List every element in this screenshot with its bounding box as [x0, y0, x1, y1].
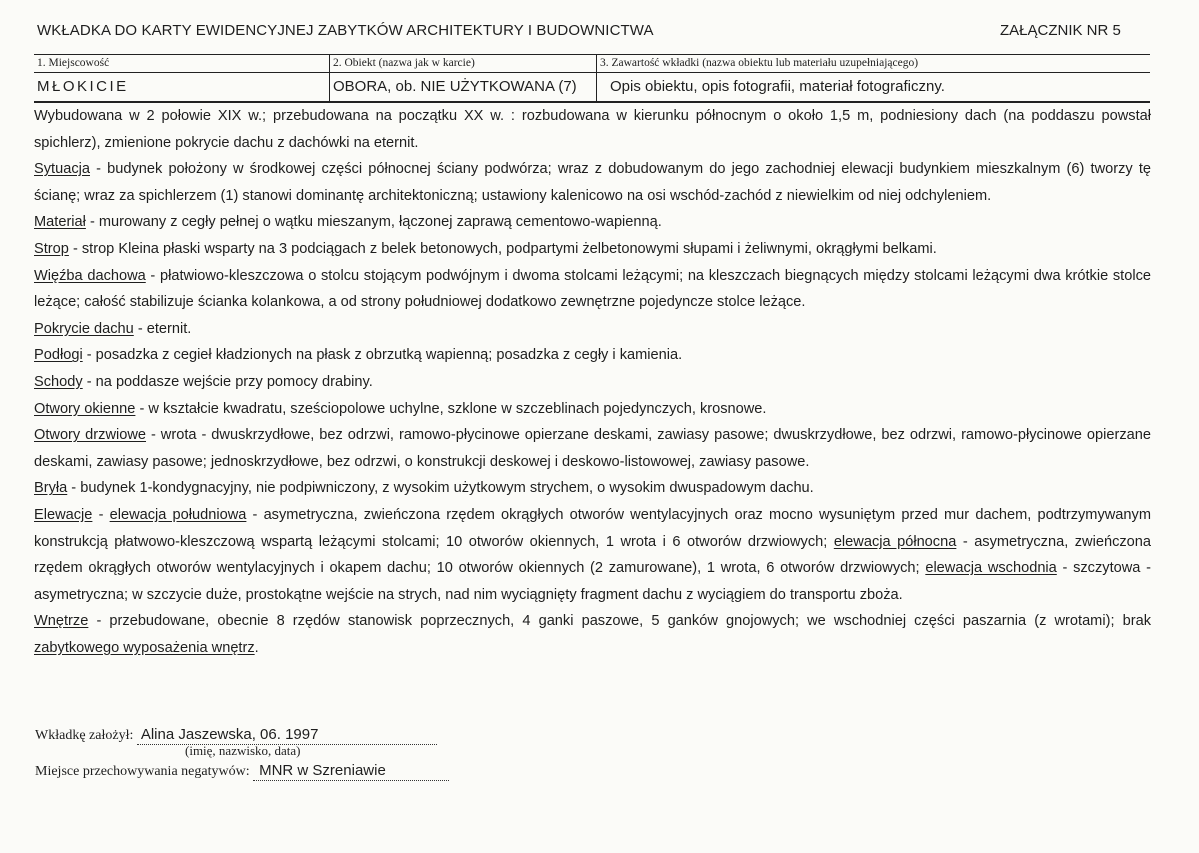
roof-truss-heading: Więźba dachowa: [34, 267, 146, 284]
floors-text: - posadzka z cegieł kładzionych na płask z obrzutką wapienną; posadzka z cegły i kamienia.: [82, 347, 683, 364]
ceiling-paragraph: [34, 236, 1151, 263]
intro-paragraph: Wybudowana w 2 połowie XIX w.; przebudowana na początku XX w. : rozbudowana w kierunku północnym o około 1,5 m, podniesiony dach (na poddaszu powstał spichlerz), zmienione pokrycie dachu z dachówki na eternit.: [34, 108, 1151, 151]
material-paragraph: [34, 209, 1151, 236]
situation-heading: Sytuacja: [34, 161, 90, 178]
massing-heading: Bryła: [34, 480, 68, 497]
object-description: [34, 103, 1151, 661]
founder-hint: (imię, nazwisko, data): [185, 743, 301, 758]
document-title: WKŁADKA DO KARTY EWIDENCYJNEJ ZABYTKÓW ARCHITEKTURY I BUDOWNICTWA: [37, 22, 654, 39]
doors-paragraph: [34, 422, 1151, 475]
interior-text: - przebudowane, obecnie 8 rzędów stanowisk poprzecznych, 4 ganki paszowe, 5 ganków gnojowych; we wschodniej części paszarnia (z wrotami); brak: [88, 613, 1151, 630]
massing-text: - budynek 1-kondygnacyjny, nie podpiwniczony, z wysokim użytkowym strychem, o wysokim dwuspadowym dachu.: [67, 480, 814, 497]
content-label: 3. Zawartość wkładki (nazwa obiektu lub materiału uzupełniającego): [600, 57, 919, 69]
founder-value: Alina Jaszewska, 06. 1997: [140, 726, 319, 743]
roofing-paragraph: [34, 316, 1151, 343]
storage-row: [35, 762, 449, 781]
column-divider-1: [329, 54, 330, 101]
material-heading: Materiał: [34, 214, 86, 231]
object-value: OBORA, ob. NIE UŻYTKOWANA (7): [333, 78, 577, 95]
north-elevation-heading: elewacja północna: [833, 533, 957, 550]
elevations-heading: Elewacje: [34, 506, 93, 523]
situation-paragraph: [34, 156, 1151, 209]
locality-label: 1. Miejscowość: [37, 57, 110, 69]
roof-truss-text: - płatwiowo-kleszczowa o stolcu stojącym podwójnym i dwoma stolcami leżącymi; na kleszczach biegnących między stolcami leżącymi dwa krótkie stolce leżące; całość stabilizuje ścianka kolankowa, a od strony południowej dodatkowo zewnętrzne pojedyncze stolce leżące.: [34, 267, 1152, 311]
stairs-text: - na poddasze wejście przy pomocy drabiny.: [82, 373, 373, 390]
situation-text: - budynek położony w środkowej części północnej ściany podwórza; wraz z dobudowanym do jego zachodniej elewacji budynkiem mieszkalnym (6) tworzy tę ścianę; wraz za spichlerzem (1) stanowi dominantę architektoniczną; ustawiony kalenicowo na osi wschód-zachód z niewielkim od niej odchyleniem.: [34, 161, 1151, 204]
locality-value: MŁOKICIE: [37, 78, 129, 95]
massing-paragraph: [34, 475, 1151, 502]
object-label: 2. Obiekt (nazwa jak w karcie): [333, 57, 475, 69]
roofing-heading: Pokrycie dachu: [34, 320, 134, 337]
storage-dotted-line: [253, 762, 449, 781]
roof-truss-paragraph: [34, 263, 1151, 316]
interior-paragraph: [34, 608, 1151, 661]
south-elevation-text: - asymetryczna, zwieńczona rzędem okrągłych otworów wentylacyjnych oraz mocno wysuniętym przed mur dachem, podtrzymywanym konstrukcją płatwowo-kleszczową wspartą leżącymi stolcami; 10 otworów okiennych, 1 wrota i 6 otworów drzwiowych;: [34, 506, 1151, 550]
storage-label: Miejsce przechowywania negatywów:: [35, 764, 250, 779]
table-top-rule: [34, 54, 1150, 55]
east-elevation-heading: elewacja wschodnia: [925, 560, 1057, 577]
roofing-text: - eternit.: [133, 320, 192, 337]
floors-heading: Podłogi: [34, 347, 83, 364]
windows-text: - w kształcie kwadratu, sześciopolowe uchylne, szklone w szczeblinach pojedynczych, krosnowe.: [135, 400, 767, 417]
floors-paragraph: [34, 342, 1151, 369]
founder-label: Wkładkę założył:: [35, 728, 134, 743]
elevations-paragraph: [34, 502, 1151, 608]
stairs-paragraph: [34, 369, 1151, 396]
interior-heading: Wnętrze: [34, 613, 89, 630]
stairs-heading: Schody: [34, 373, 83, 390]
interior-furnishing: zabytkowego wyposażenia wnętrz: [34, 639, 255, 656]
doors-text: - wrota - dwuskrzydłowe, bez odrzwi, ramowo-płycinowe opierzane deskami, zawiasy pasowe; dwuskrzydłowe, bez odrzwi, ramowo-płycinowe opierzane deskami, zawiasy pasowe; jednoskrzydłowe, bez odrzwi, o konstrukcji deskowej i deskowo-listowowej, zawiasy pasowe.: [34, 427, 1151, 470]
material-text: - murowany z cegły pełnej o wątku mieszanym, łączonej zaprawą cementowo-wapienną.: [85, 214, 662, 231]
ceiling-heading: Strop: [34, 240, 69, 257]
elevations-separator: -: [92, 506, 110, 523]
windows-heading: Otwory okienne: [34, 400, 136, 417]
doors-heading: Otwory drzwiowe: [34, 427, 147, 444]
ceiling-text: - strop Kleina płaski wsparty na 3 podciągach z belek betonowych, podpartymi żelbetonowymi słupami i żeliwnymi, okrągłymi belkami.: [68, 240, 937, 257]
column-divider-2: [596, 54, 597, 101]
interior-end: .: [254, 639, 259, 656]
storage-value: MNR w Szreniawie: [259, 762, 386, 779]
south-elevation-heading: elewacja południowa: [109, 506, 247, 523]
windows-paragraph: [34, 396, 1151, 423]
annex-number: ZAŁĄCZNIK NR 5: [1000, 22, 1121, 39]
table-mid-rule: [34, 72, 1150, 73]
content-value: Opis obiektu, opis fotografii, materiał fotograficzny.: [610, 78, 945, 95]
north-elevation-text: - asymetryczna, zwieńczona rzędem okrągłych otworów wentylacyjnych i okapem dachu; 10 otworów okiennych (2 zamurowane), 1 wrota, 6 otworów drzwiowych;: [34, 533, 1152, 577]
east-elevation-text: - szczytowa - asymetryczna; w szczycie duże, prostokątne wejście na strych, nad nim wyciągnięty fragment dachu z wyciągiem do transportu zboża.: [34, 560, 1151, 603]
